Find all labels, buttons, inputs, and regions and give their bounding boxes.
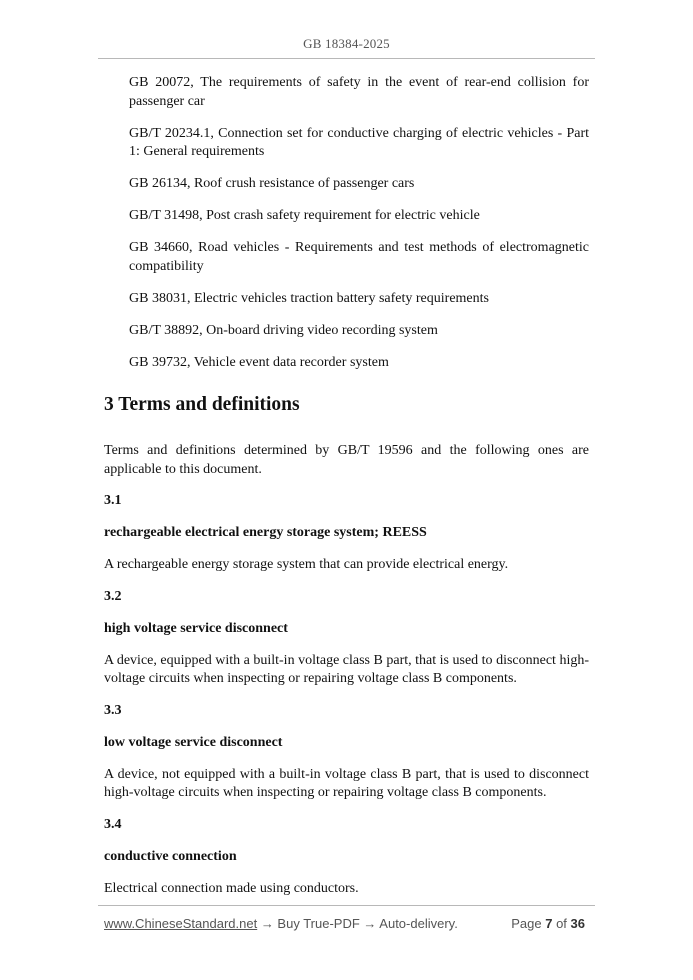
footer-divider — [98, 905, 595, 906]
reference-item: GB 39732, Vehicle event data recorder system — [129, 354, 389, 370]
site-link[interactable]: www.ChineseStandard.net — [104, 916, 258, 931]
current-page: 7 — [545, 916, 553, 931]
reference-item: GB 34660, Road vehicles - Requirements and test methods of electromagnetic compatibility — [129, 240, 589, 274]
header-divider — [98, 58, 595, 59]
term-definition: A rechargeable energy storage system that can provide electrical energy. — [104, 557, 509, 572]
terms-section — [104, 392, 589, 911]
section-title: 3 Terms and definitions — [104, 394, 300, 415]
term-definition: A device, not equipped with a built-in voltage class B part, that is used to disconnect high-voltage circuits when inspecting or repairing voltage class B components. — [104, 766, 589, 800]
section-intro: Terms and definitions determined by GB/T 19596 and the following ones are applicable to this document. — [104, 443, 589, 477]
normative-references-list — [129, 74, 589, 386]
page-word: Page — [511, 916, 542, 931]
reference-item: GB 20072, The requirements of safety in the event of rear-end collision for passenger car — [129, 75, 589, 109]
term-number: 3.3 — [104, 702, 122, 718]
reference-item: GB/T 38892, On-board driving video recording system — [129, 322, 438, 338]
reference-item: GB 38031, Electric vehicles traction battery safety requirements — [129, 290, 489, 306]
total-pages: 36 — [570, 916, 585, 931]
reference-item: GB/T 20234.1, Connection set for conductive charging of electric vehicles - Part 1: General requirements — [129, 125, 589, 159]
reference-item: GB/T 31498, Post crash safety requirement for electric vehicle — [129, 208, 480, 223]
term-number: 3.1 — [104, 493, 122, 508]
term-name: low voltage service disconnect — [104, 734, 283, 750]
term-number: 3.2 — [104, 588, 122, 604]
term-definition: A device, equipped with a built-in voltage class B part, that is used to disconnect high-voltage circuits when inspecting or repairing voltage class B components. — [104, 652, 589, 686]
term-name: high voltage service disconnect — [104, 620, 288, 636]
running-header: GB 18384-2025 — [303, 36, 390, 51]
term-name: conductive connection — [104, 848, 237, 864]
term-name: rechargeable electrical energy storage system; REESS — [104, 525, 427, 540]
footer-promo — [104, 916, 458, 931]
page-number — [511, 916, 585, 931]
of-word: of — [556, 916, 567, 931]
term-definition: Electrical connection made using conductors. — [104, 880, 359, 896]
footer-tagline: → Buy True-PDF → Auto-delivery. — [257, 916, 458, 931]
reference-item: GB 26134, Roof crush resistance of passenger cars — [129, 176, 415, 191]
term-number: 3.4 — [104, 816, 122, 832]
